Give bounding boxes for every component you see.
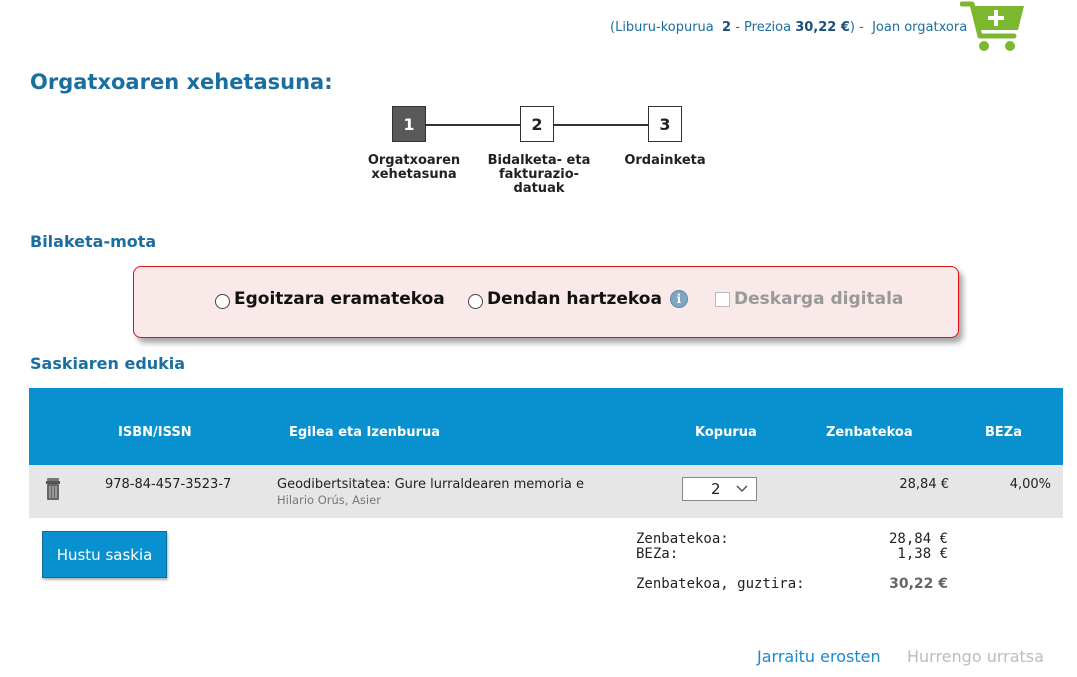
- store-pickup-option[interactable]: [468, 289, 688, 309]
- digital-download-checkbox: [715, 292, 730, 307]
- delivery-options-box: [133, 266, 959, 338]
- step-2-label: [474, 154, 604, 196]
- price-value: 30,22 €: [795, 20, 850, 35]
- home-delivery-label: Egoitzara eramatekoa: [234, 289, 445, 309]
- info-icon[interactable]: i: [670, 290, 688, 308]
- step-1-box: 1: [392, 106, 426, 142]
- page-title: Orgatxoaren xehetasuna:: [30, 70, 333, 94]
- step-2-label-line1: Bidalketa- eta: [487, 153, 591, 168]
- row-vat: 4,00%: [1009, 477, 1051, 492]
- trash-icon[interactable]: [45, 477, 61, 501]
- search-type-heading: Bilaketa-mota: [30, 232, 157, 251]
- summary-open-paren: (: [610, 20, 616, 35]
- go-to-cart-link[interactable]: Joan orgatxora: [872, 20, 968, 35]
- column-header-isbn: ISBN/ISSN: [118, 425, 192, 440]
- row-author: Hilario Orús, Asier: [277, 493, 381, 507]
- column-header-author-title: Egilea eta Izenburua: [289, 425, 441, 440]
- step-connector: [554, 124, 648, 126]
- digital-download-label: Deskarga digitala: [734, 289, 904, 309]
- home-delivery-option[interactable]: [215, 289, 445, 309]
- chevron-down-icon: [736, 485, 748, 493]
- cart-contents-heading: Saskiaren edukia: [30, 354, 186, 373]
- vat-label: BEZa:: [636, 546, 679, 562]
- row-amount: 28,84 €: [899, 477, 949, 492]
- row-isbn: 978-84-457-3523-7: [105, 477, 232, 492]
- next-step-link: Hurrengo urratsa: [907, 647, 1044, 666]
- quantity-select[interactable]: [682, 477, 757, 501]
- step-connector: [426, 124, 520, 126]
- continue-shopping-link[interactable]: Jarraitu erosten: [757, 647, 881, 666]
- digital-download-option: [715, 289, 903, 309]
- cart-summary: (Liburu-kopurua 2 - Prezioa 30,22 €) - Joan orgatxora: [610, 20, 968, 35]
- cart-table-header: [29, 388, 1063, 465]
- empty-cart-button[interactable]: Hustu saskia: [42, 531, 167, 578]
- quantity-value: 2: [711, 480, 721, 498]
- step-3-label: [615, 154, 715, 168]
- summary-separator: -: [731, 20, 745, 35]
- summary-close-paren: ): [849, 20, 855, 35]
- home-delivery-radio[interactable]: [215, 294, 230, 309]
- store-pickup-label: Dendan hartzekoa: [487, 289, 662, 309]
- column-header-quantity: Kopurua: [695, 425, 757, 440]
- books-count-label: Liburu-kopurua: [615, 20, 714, 35]
- step-3-box: 3: [648, 106, 682, 142]
- step-2-label-line2: fakturazio-datuak: [498, 167, 580, 196]
- step-1-label-line2: xehetasuna: [371, 167, 457, 182]
- cart-plus-icon[interactable]: [960, 0, 1026, 54]
- books-count-value: 2: [722, 20, 732, 35]
- total-value: 30,22 €: [889, 576, 948, 592]
- step-1-label-line1: Orgatxoaren: [367, 153, 461, 168]
- subtotal-value: 28,84 €: [888, 531, 948, 547]
- step-1-label: [364, 154, 464, 182]
- step-3-label-line1: Ordainketa: [624, 153, 706, 168]
- column-header-vat: BEZa: [985, 425, 1022, 440]
- checkout-steps: [360, 106, 740, 196]
- subtotal-label: Zenbatekoa:: [636, 531, 729, 547]
- total-label: Zenbatekoa, guztira:: [636, 576, 805, 592]
- table-row: [29, 465, 1063, 518]
- column-header-amount: Zenbatekoa: [826, 425, 913, 440]
- row-title[interactable]: Geodibertsitatea: Gure lurraldearen memoria e: [277, 477, 584, 492]
- step-2-box: 2: [520, 106, 554, 142]
- price-label: Prezioa: [744, 20, 792, 35]
- store-pickup-radio[interactable]: [468, 294, 483, 309]
- vat-value: 1,38 €: [897, 546, 948, 562]
